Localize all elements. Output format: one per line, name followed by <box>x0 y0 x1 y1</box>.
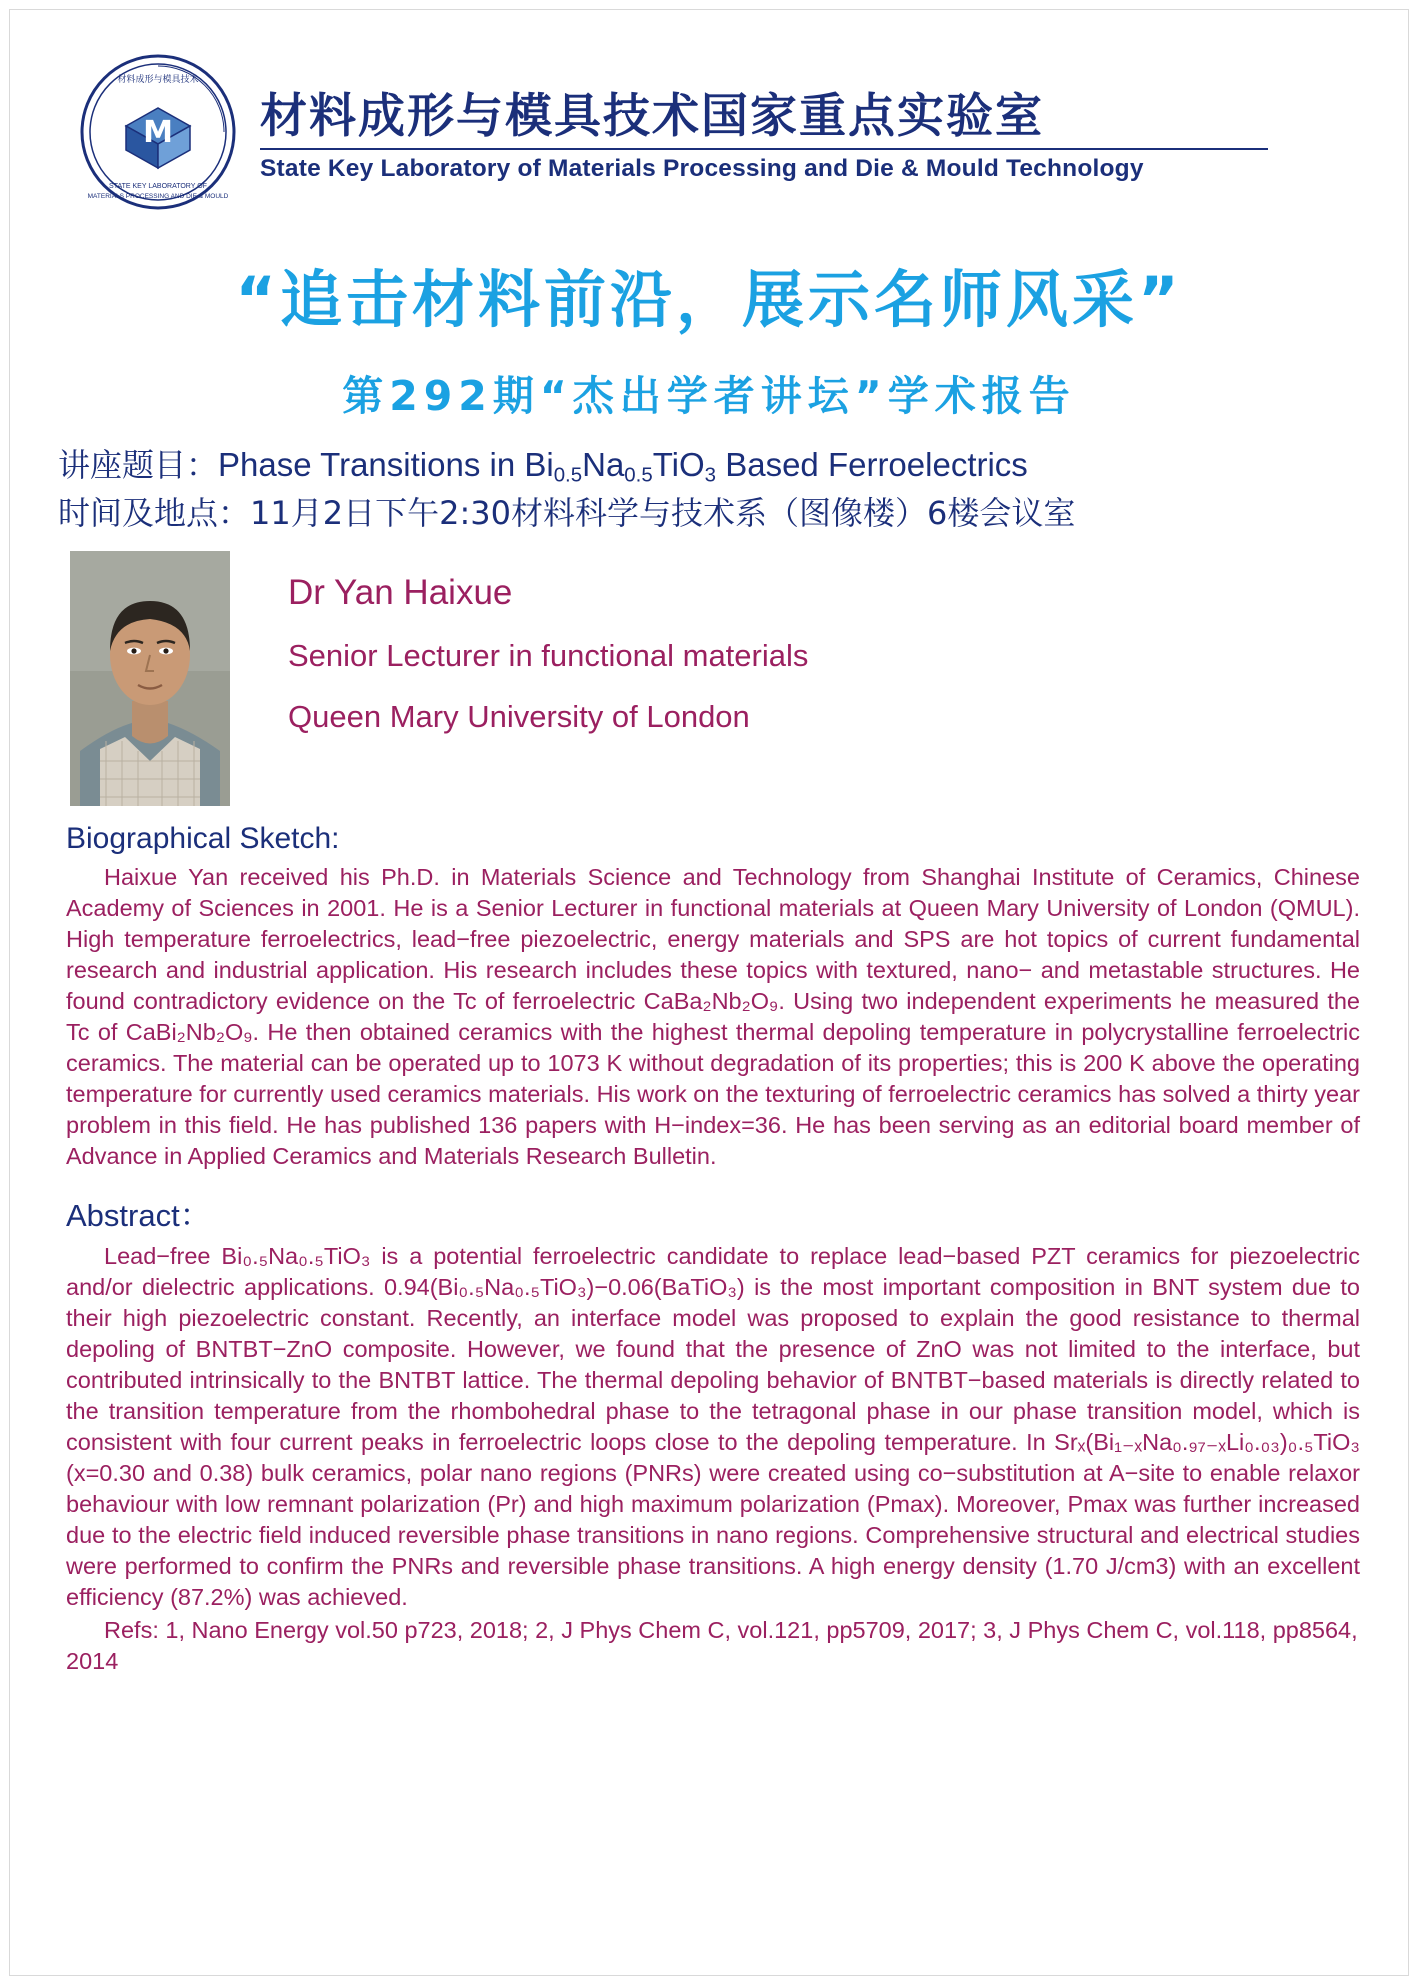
poster-slogan: “追击材料前沿，展示名师风采” <box>235 263 1183 336</box>
speaker-info <box>288 551 808 732</box>
svg-text:STATE KEY LABORATORY OF: STATE KEY LABORATORY OF <box>109 183 207 190</box>
speaker-block <box>18 551 1400 806</box>
abstract-text: Lead−free Bi₀.₅Na₀.₅TiO₃ is a potential ferroelectric candidate to replace lead−based PZT ceramics for piezoelectric and/or dielectric applications. 0.94(Bi₀.₅Na₀.₅TiO₃)−0.06(BaTiO₃) is the most important composition in BNT system due to their high piezoelectric constant. Recently, an interface model was proposed to explain the good resistance to thermal depoling of BNTBT−ZnO composite. However, we found that the presence of ZnO was not limited to the interface, but contributed intrinsically to the BNTBT lattice. The thermal depoling behavior of BNTBT−based materials is directly related to the transition temperature from the rhombohedral phase to the tetragonal phase in our phase transition model, which is consistent with four current peaks in ferroelectric loops close to the depoling temperature. In Srₓ(Bi₁₋ₓNa₀.₉₇₋ₓLi₀.₀₃)₀.₅TiO₃ (x=0.30 and 0.38) bulk ceramics, polar nano regions (PNRs) were created using co−substitution at A−site to enable relaxor behaviour with low remnant polarization (Pr) and high maximum polarization (Pmax). Moreover, Pmax was further increased due to the electric field induced reversible phase transitions in nano regions. Comprehensive structural and electrical studies were performed to confirm the PNRs and reversible phase transitions. A high energy density (1.70 J/cm3) with an excellent efficiency (87.2%) was achieved. <box>66 1242 1360 1610</box>
svg-text:M: M <box>143 115 173 150</box>
biography-section <box>18 822 1400 1172</box>
lab-name-cn: 材料成形与模具技术国家重点实验室 <box>260 88 1044 144</box>
speaker-organization: Queen Mary University of London <box>288 698 750 734</box>
lecture-time-place-line <box>58 490 1372 537</box>
speaker-name: Dr Yan Haixue <box>288 572 513 612</box>
lecture-meta <box>18 442 1400 537</box>
header-divider <box>260 148 1268 150</box>
header-text-block <box>260 81 1268 184</box>
lecture-time-label: 时间及地点： <box>58 493 251 532</box>
abstract-heading: Abstract： <box>66 1197 211 1233</box>
lecture-title-value: Phase Transitions in $Bi_{0.5}Na_{0.5}TiO_3$ Based Ferroelectrics <box>218 446 1028 487</box>
svg-text:MATERIALS PROCESSING AND DIE &: MATERIALS PROCESSING AND DIE & MOULD <box>87 193 229 200</box>
lecture-title-line <box>58 442 1372 490</box>
poster-header <box>18 14 1400 220</box>
lecture-title-label: 讲座题目： <box>58 446 219 484</box>
speaker-portrait <box>70 551 230 806</box>
biography-text: Haixue Yan received his Ph.D. in Materials Science and Technology from Shanghai Institute of Ceramics, Chinese Academy of Sciences in 2001. He is a Senior Lecturer in functional materials at Queen Mary University of London (QMUL). High temperature ferroelectrics, lead−free piezoelectric, energy materials and SPS are hot topics of current fundamental research and industrial application. His research includes these topics with textured, nano− and metastable structures. He found contradictory evidence on the Tc of ferroelectric CaBa₂Nb₂O₉. Using two independent experiments he measured the Tc of CaBi₂Nb₂O₉. He then obtained ceramics with the highest thermal depoling temperature in polycrystalline ferroelectric ceramics. The material can be operated up to 1073 K without degradation of its properties; this is 200 K above the operating temperature for currently used ceramics materials. His work on the texturing of ferroelectric ceramics has solved a thirty year problem in this field. He has published 136 papers with H−index=36. He has been serving as an editorial board member of Advance in Applied Ceramics and Materials Research Bulletin. <box>66 863 1360 1169</box>
lab-name-en: State Key Laboratory of Materials Processing and Die & Mould Technology <box>260 155 1144 183</box>
abstract-section <box>18 1190 1400 1677</box>
svg-text:材料成形与模具技术: 材料成形与模具技术 <box>117 75 199 85</box>
abstract-references: Refs: 1, Nano Energy vol.50 p723, 2018; 2, J Phys Chem C, vol.121, pp5709, 2017; 3, J Phys Chem C, vol.118, pp8564, 2014 <box>66 1616 1358 1674</box>
state-key-lab-logo-icon <box>78 52 238 212</box>
lecture-series-title: 第292期“杰出学者讲坛”学术报告 <box>342 372 1076 420</box>
lecture-time-value: 11月2日下午2:30材料科学与技术系（图像楼）6楼会议室 <box>250 493 1076 532</box>
biography-heading: Biographical Sketch: <box>66 821 340 855</box>
speaker-role: Senior Lecturer in functional materials <box>288 637 809 673</box>
